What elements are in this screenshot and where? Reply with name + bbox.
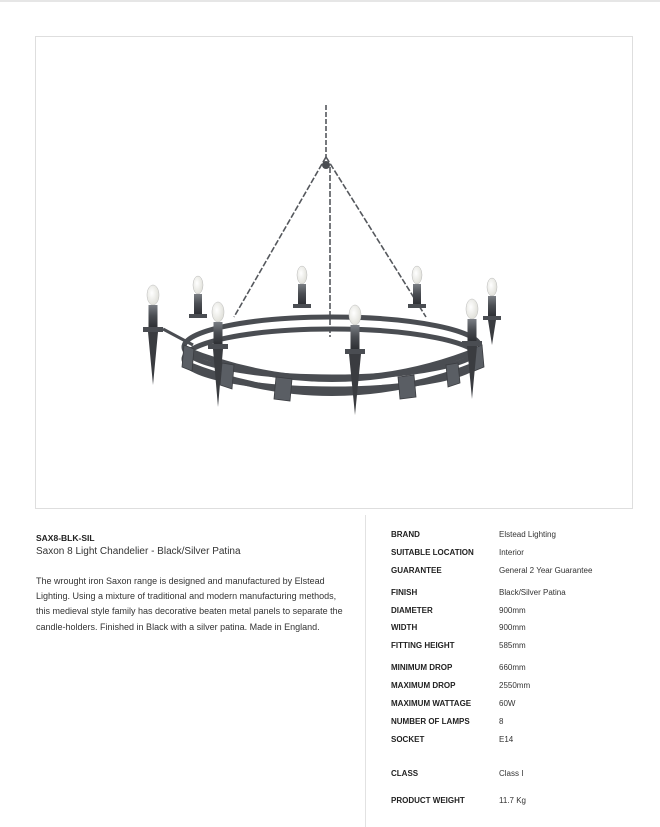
chain-ring xyxy=(322,161,330,169)
spec-value: Elstead Lighting xyxy=(499,530,556,539)
spec-label: FINISH xyxy=(391,588,418,597)
spec-row-width xyxy=(391,623,641,637)
spec-row-guarantee xyxy=(391,566,641,580)
spec-label: BRAND xyxy=(391,530,420,539)
product-sku: SAX8-BLK-SIL xyxy=(36,533,95,543)
product-description: The wrought iron Saxon range is designed and manufactured by Elstead Lighting. Using a mixture of traditional and modern manufacturing methods, this medieval style family has decorative beaten metal panels to separate the candle-holders. Finished in Black with a silver patina. Made in England. xyxy=(36,576,343,632)
spec-row-product-weight xyxy=(391,796,641,810)
spec-value: Interior xyxy=(499,548,524,557)
spec-value: 900mm xyxy=(499,606,526,615)
spec-value: 8 xyxy=(499,717,504,726)
spec-row-socket xyxy=(391,735,641,749)
spec-label: CLASS xyxy=(391,769,419,778)
spec-row-class xyxy=(391,769,641,783)
chain-group xyxy=(234,105,426,337)
spec-row-maximum-wattage xyxy=(391,699,641,713)
top-rule xyxy=(0,0,660,2)
spec-row-minimum-drop xyxy=(391,663,641,677)
spec-label: NUMBER OF LAMPS xyxy=(391,717,470,726)
back-candles xyxy=(189,266,501,345)
spec-label: PRODUCT WEIGHT xyxy=(391,796,465,805)
spec-value: Black/Silver Patina xyxy=(499,588,566,597)
spec-label: WIDTH xyxy=(391,623,418,632)
spec-value: 900mm xyxy=(499,623,526,632)
spec-label: SOCKET xyxy=(391,735,425,744)
front-ring xyxy=(182,345,484,401)
spec-row-maximum-drop xyxy=(391,681,641,695)
spec-value: 585mm xyxy=(499,641,526,650)
spec-label: GUARANTEE xyxy=(391,566,442,575)
spec-label: FITTING HEIGHT xyxy=(391,641,455,650)
spec-value: Class I xyxy=(499,769,524,778)
spec-label: SUITABLE LOCATION xyxy=(391,548,474,557)
spec-value: 11.7 Kg xyxy=(499,796,526,805)
spec-row-diameter xyxy=(391,606,641,620)
column-divider xyxy=(365,515,366,827)
spec-row-finish xyxy=(391,588,641,602)
chandelier-illustration xyxy=(36,37,634,510)
spec-value: E14 xyxy=(499,735,514,744)
spec-value: 660mm xyxy=(499,663,526,672)
spec-row-fitting-height xyxy=(391,641,641,655)
product-title: Saxon 8 Light Chandelier - Black/Silver Patina xyxy=(36,546,241,557)
product-image xyxy=(35,36,633,509)
spec-row-brand xyxy=(391,530,641,544)
spec-label: MAXIMUM DROP xyxy=(391,681,456,690)
spec-label: MAXIMUM WATTAGE xyxy=(391,699,472,708)
spec-label: DIAMETER xyxy=(391,606,433,615)
spec-value: 60W xyxy=(499,699,516,708)
spec-value: General 2 Year Guarantee xyxy=(499,566,593,575)
spec-row-number-of-lamps xyxy=(391,717,641,731)
spec-label: MINIMUM DROP xyxy=(391,663,453,672)
spec-row-suitable-location xyxy=(391,548,641,562)
spec-value: 2550mm xyxy=(499,681,531,690)
